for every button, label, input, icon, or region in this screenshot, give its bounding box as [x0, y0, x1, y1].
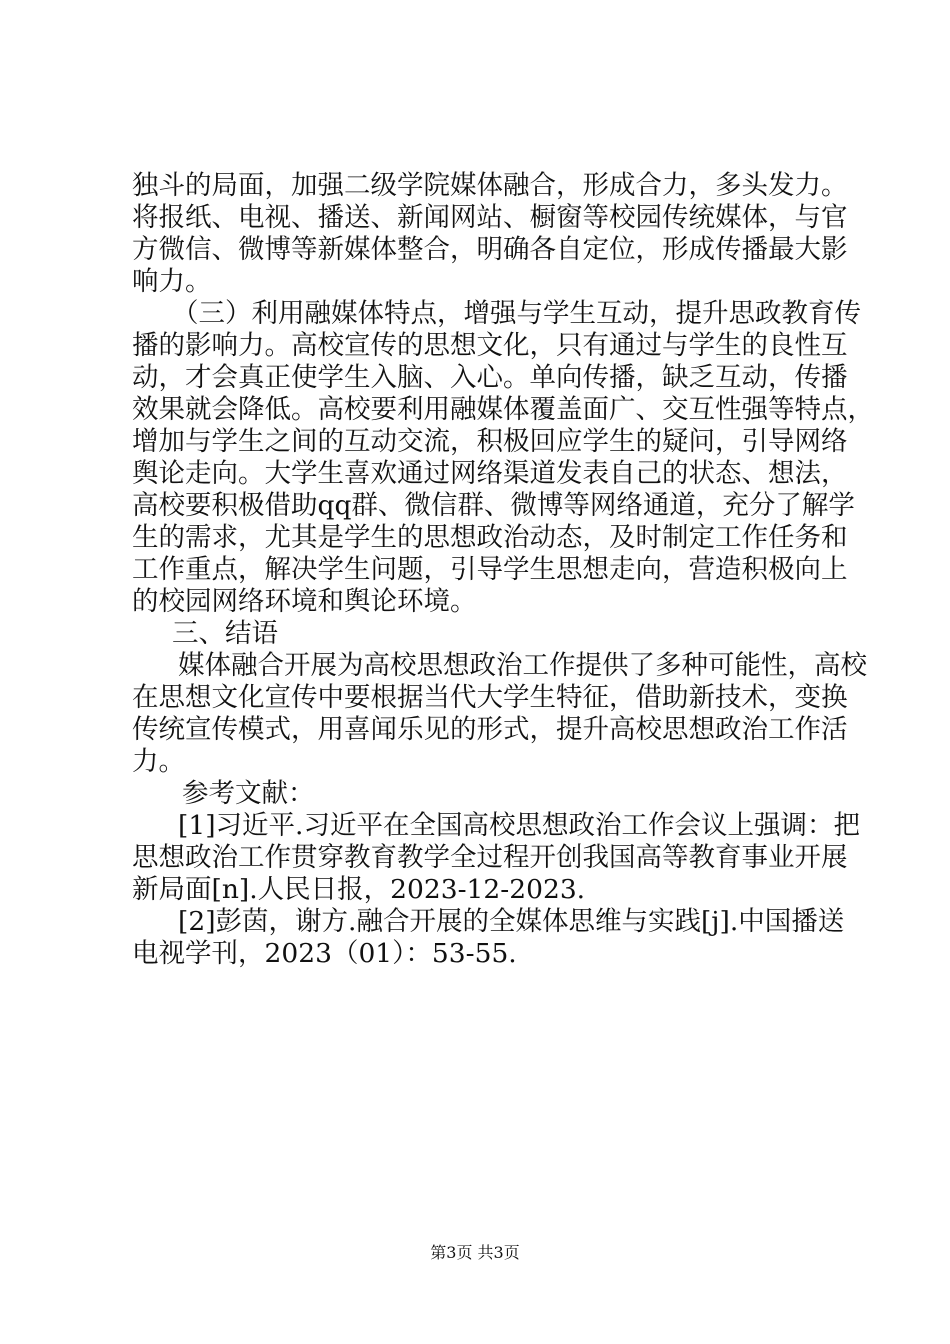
text-line: 动，才会真正使学生入脑、入心。单向传播，缺乏互动，传播 — [132, 362, 848, 393]
text-line: 将报纸、电视、播送、新闻网站、橱窗等校园传统媒体，与官 — [132, 202, 848, 233]
text-line: 增加与学生之间的互动交流，积极回应学生的疑问，引导网络 — [132, 426, 848, 457]
page-footer — [0, 1242, 950, 1264]
text-line: 在思想文化宣传中要根据当代大学生特征，借助新技术，变换 — [132, 682, 848, 713]
text-line: 思想政治工作贯穿教育教学全过程开创我国高等教育事业开展 — [132, 842, 848, 873]
text-line: 的校园网络环境和舆论环境。 — [132, 586, 477, 617]
text-line: 媒体融合开展为高校思想政治工作提供了多种可能性，高校 — [178, 650, 867, 681]
text-line: 工作重点，解决学生问题，引导学生思想走向，营造积极向上 — [132, 554, 848, 585]
text-line: 播的影响力。高校宣传的思想文化，只有通过与学生的良性互 — [132, 330, 848, 361]
text-line: 新局面[n].人民日报，2023-12-2023. — [132, 874, 586, 905]
text-line: （三）利用融媒体特点，增强与学生互动，提升思政教育传 — [172, 298, 861, 329]
text-line: 生的需求，尤其是学生的思想政治动态，及时制定工作任务和 — [132, 522, 848, 553]
text-line: 电视学刊，2023（01）：53-55. — [132, 938, 517, 969]
text-line: 舆论走向。大学生喜欢通过网络渠道发表自己的状态、想法， — [132, 458, 848, 489]
text-line: 三、结语 — [172, 618, 278, 649]
text-line: 效果就会降低。高校要利用融媒体覆盖面广、交互性强等特点， — [132, 394, 874, 425]
page-number-label: 第3页 共3页 — [430, 1243, 520, 1262]
text-line: 传统宣传模式，用喜闻乐见的形式，提升高校思想政治工作活 — [132, 714, 848, 745]
document-body — [132, 170, 874, 970]
text-line: 独斗的局面，加强二级学院媒体融合，形成合力，多头发力。 — [132, 170, 848, 201]
text-line: 响力。 — [132, 266, 212, 297]
text-line: 方微信、微博等新媒体整合，明确各自定位，形成传播最大影 — [132, 234, 848, 265]
text-line: 参考文献： — [182, 778, 315, 809]
text-line: 力。 — [132, 746, 185, 777]
text-line: [1]习近平.习近平在全国高校思想政治工作会议上强调：把 — [178, 810, 860, 841]
text-line: 高校要积极借助qq群、微信群、微博等网络通道，充分了解学 — [132, 490, 855, 521]
text-line: [2]彭茵，谢方.融合开展的全媒体思维与实践[j].中国播送 — [178, 906, 845, 937]
